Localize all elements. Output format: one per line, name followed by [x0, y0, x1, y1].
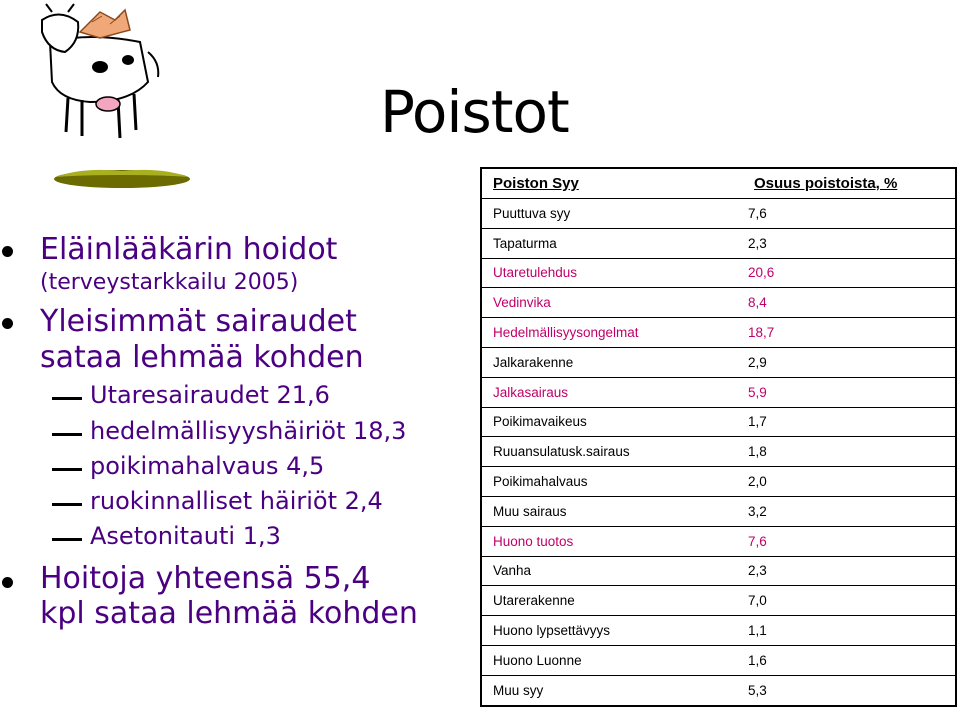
share-cell: 2,0: [748, 467, 956, 497]
table-row: [481, 556, 956, 586]
dash-marker: [52, 397, 82, 400]
bullet-hoitoja-line2: kpl sataa lehmää kohden: [40, 596, 418, 631]
share-cell: 7,6: [748, 199, 956, 229]
cause-cell: Vedinvika: [481, 288, 748, 318]
cause-cell: Ruuansulatusk.sairaus: [481, 437, 748, 467]
grass-clipart: [52, 165, 192, 191]
cause-cell: Muu sairaus: [481, 496, 748, 526]
share-cell: 7,6: [748, 526, 956, 556]
share-cell: 3,2: [748, 496, 956, 526]
table-row: [481, 467, 956, 497]
cause-cell: Tapaturma: [481, 228, 748, 258]
share-cell: 5,9: [748, 377, 956, 407]
cause-cell: Puuttuva syy: [481, 199, 748, 229]
subitem: ruokinnalliset häiriöt 2,4: [90, 487, 383, 515]
share-cell: 1,8: [748, 437, 956, 467]
cause-cell: Jalkarakenne: [481, 347, 748, 377]
dash-marker: [52, 433, 82, 436]
share-cell: 1,1: [748, 616, 956, 646]
cause-cell: Poikimahalvaus: [481, 467, 748, 497]
table-row: [481, 586, 956, 616]
table-row: [481, 407, 956, 437]
cause-cell: Vanha: [481, 556, 748, 586]
bullet-dot: [2, 318, 13, 329]
share-cell: 20,6: [748, 258, 956, 288]
table-row: [481, 199, 956, 229]
table-row: [481, 228, 956, 258]
table-row: [481, 347, 956, 377]
share-cell: 5,3: [748, 675, 956, 705]
subitem: hedelmällisyyshäiriöt 18,3: [90, 417, 407, 445]
table-row: [481, 288, 956, 318]
cow-clipart: [30, 2, 175, 152]
bullet-yleisimmät-line2: sataa lehmää kohden: [40, 340, 364, 375]
cause-cell: Utaretulehdus: [481, 258, 748, 288]
bullet-dot: [2, 246, 13, 257]
table-row: [481, 645, 956, 675]
bullet-hoitoja-line1: Hoitoja yhteensä 55,4: [40, 561, 371, 596]
bullet-dot: [2, 577, 13, 588]
table-row: [481, 318, 956, 348]
table-row: [481, 258, 956, 288]
table-row: [481, 526, 956, 556]
subitem: poikimahalvaus 4,5: [90, 452, 325, 480]
cause-cell: Muu syy: [481, 675, 748, 705]
header-cause: Poiston Syy: [481, 168, 748, 199]
table-row: [481, 616, 956, 646]
share-cell: 7,0: [748, 586, 956, 616]
share-cell: 18,7: [748, 318, 956, 348]
cause-cell: Hedelmällisyysongelmat: [481, 318, 748, 348]
bullet-yleisimmät-line1: Yleisimmät sairaudet: [40, 304, 357, 339]
dash-marker: [52, 468, 82, 471]
cause-cell: Poikimavaikeus: [481, 407, 748, 437]
table-row: [481, 377, 956, 407]
table-row: [481, 437, 956, 467]
page-title: Poistot: [380, 78, 569, 146]
cause-cell: Utarerakenne: [481, 586, 748, 616]
removal-causes-table: [480, 167, 957, 707]
share-cell: 2,3: [748, 228, 956, 258]
share-cell: 8,4: [748, 288, 956, 318]
header-share: Osuus poistoista, %: [748, 168, 956, 199]
subitem: Utaresairaudet 21,6: [90, 381, 330, 409]
share-cell: 1,6: [748, 645, 956, 675]
share-cell: 2,3: [748, 556, 956, 586]
bullet-subtext: (terveystarkkailu 2005): [40, 270, 299, 295]
table-row: [481, 675, 956, 705]
cause-cell: Huono lypsettävyys: [481, 616, 748, 646]
table-row: [481, 496, 956, 526]
share-cell: 2,9: [748, 347, 956, 377]
bullet-eläinlääkärin: Eläinlääkärin hoidot: [40, 232, 338, 267]
cause-cell: Jalkasairaus: [481, 377, 748, 407]
share-cell: 1,7: [748, 407, 956, 437]
subitem: Asetonitauti 1,3: [90, 522, 281, 550]
cause-cell: Huono tuotos: [481, 526, 748, 556]
table-header-row: [481, 168, 956, 199]
dash-marker: [52, 503, 82, 506]
dash-marker: [52, 538, 82, 541]
cause-cell: Huono Luonne: [481, 645, 748, 675]
